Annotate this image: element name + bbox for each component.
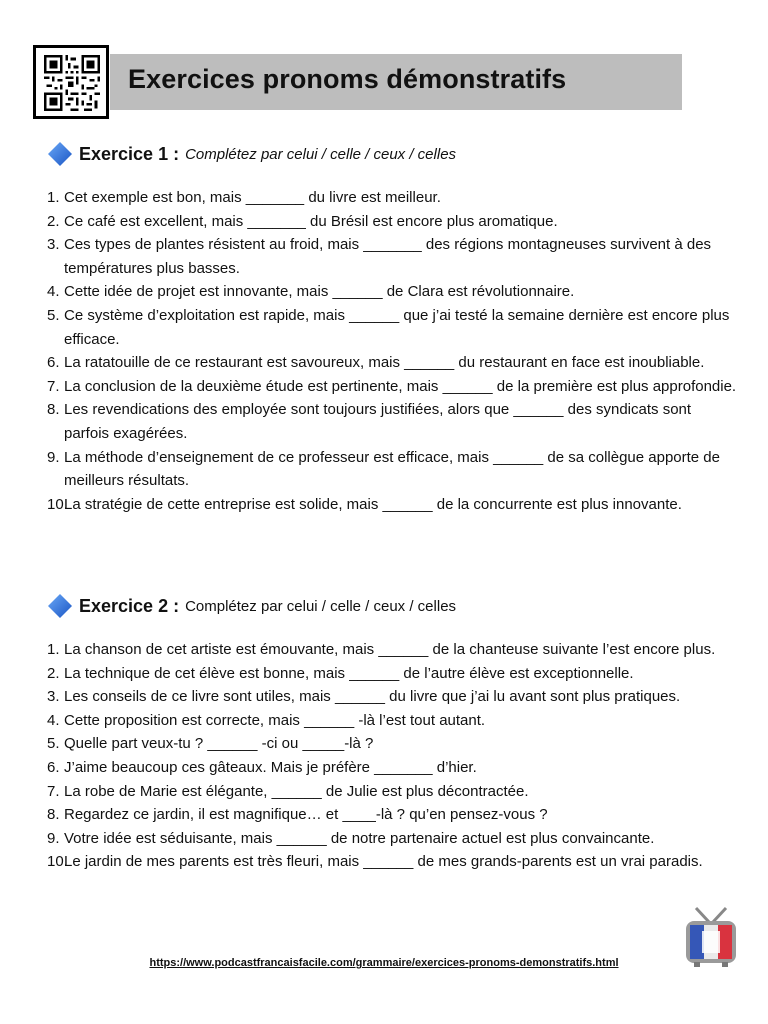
item-number: 9. bbox=[47, 829, 60, 847]
item-text: Les revendications des employée sont toujours justifiées, alors que ______ des syndicats sont parfois exagérées. bbox=[64, 401, 692, 442]
exercise-1-label: Exercice 1 : bbox=[79, 143, 180, 164]
qr-code-icon bbox=[44, 55, 100, 111]
source-link[interactable]: https://www.podcastfrancaisfacile.com/grammaire/exercices-pronoms-demonstratifs.html bbox=[149, 957, 619, 969]
item-text: J’aime beaucoup ces gâteaux. Mais je préfère _______ d’hier. bbox=[64, 758, 477, 776]
item-number: 5. bbox=[47, 306, 60, 324]
list-item bbox=[47, 638, 737, 662]
item-number: 6. bbox=[47, 354, 60, 372]
item-number: 1. bbox=[47, 641, 60, 658]
item-number: 1. bbox=[47, 189, 60, 206]
item-text: La chanson de cet artiste est émouvante, mais ______ de la chanteuse suivante l’est encore plus. bbox=[64, 641, 716, 658]
item-text: Ce système d’exploitation est rapide, mais ______ que j’ai testé la semaine dernière est encore plus efficace. bbox=[64, 306, 730, 348]
list-item bbox=[47, 803, 737, 827]
list-item bbox=[47, 280, 737, 304]
item-number: 2. bbox=[47, 664, 60, 682]
item-text: La ratatouille de ce restaurant est savoureux, mais ______ du restaurant en face est inoubliable. bbox=[64, 354, 705, 372]
exercise-2-label: Exercice 2 : bbox=[79, 595, 180, 616]
list-item bbox=[47, 709, 737, 733]
item-number: 6. bbox=[47, 758, 60, 776]
item-text: Cette idée de projet est innovante, mais ______ de Clara est révolutionnaire. bbox=[64, 283, 575, 301]
list-item bbox=[47, 780, 737, 804]
item-text: Regardez ce jardin, il est magnifique… et ____-là ? qu’en pensez-vous ? bbox=[64, 806, 548, 824]
item-number: 5. bbox=[47, 735, 60, 753]
item-text: Quelle part veux-tu ? ______ -ci ou _____-là ? bbox=[64, 735, 374, 753]
item-text: Les conseils de ce livre sont utiles, mais ______ du livre que j’ai lu avant sont plus pratiques. bbox=[64, 688, 681, 706]
list-item bbox=[47, 850, 737, 874]
item-number: 8. bbox=[47, 401, 60, 419]
exercise-2-instruction: Complétez par celui / celle / ceux / celles bbox=[185, 597, 457, 615]
item-number: 7. bbox=[47, 377, 60, 395]
exercise-2-heading bbox=[47, 593, 456, 619]
list-item bbox=[47, 304, 737, 351]
item-number: 3. bbox=[47, 688, 60, 706]
page-title: Exercices pronoms démonstratifs bbox=[128, 64, 567, 94]
list-item bbox=[47, 398, 737, 445]
item-text: La conclusion de la deuxième étude est pertinente, mais ______ de la première est plus approfondie. bbox=[64, 377, 737, 395]
item-number: 2. bbox=[47, 212, 60, 230]
item-text: Cet exemple est bon, mais _______ du livre est meilleur. bbox=[64, 189, 441, 206]
list-item bbox=[47, 351, 737, 375]
item-text: Votre idée est séduisante, mais ______ de notre partenaire actuel est plus convaincante. bbox=[64, 829, 655, 847]
item-number: 3. bbox=[47, 236, 60, 254]
item-number: 10. bbox=[47, 495, 68, 513]
list-item bbox=[47, 493, 737, 517]
exercise-2-list bbox=[47, 638, 737, 874]
item-text: Ces types de plantes résistent au froid, mais _______ des régions montagneuses survivent à des températures plus basses. bbox=[64, 236, 712, 277]
list-item bbox=[47, 233, 737, 280]
item-text: La technique de cet élève est bonne, mais ______ de l’autre élève est exceptionnelle. bbox=[64, 664, 634, 682]
blue-diamond-icon bbox=[47, 141, 73, 167]
item-number: 4. bbox=[47, 283, 60, 301]
list-item bbox=[47, 446, 737, 493]
item-text: La méthode d’enseignement de ce professeur est efficace, mais ______ de sa collègue apporte de meilleurs résultats. bbox=[64, 448, 720, 490]
qr-code bbox=[33, 45, 109, 119]
item-text: La stratégie de cette entreprise est solide, mais ______ de la concurrente est plus innovante. bbox=[64, 495, 682, 513]
exercise-1-instruction: Complétez par celui / celle / ceux / celles bbox=[185, 145, 457, 163]
exercise-1-heading bbox=[47, 141, 456, 167]
exercise-1-list bbox=[47, 186, 737, 516]
list-item bbox=[47, 662, 737, 686]
list-item bbox=[47, 186, 737, 210]
item-number: 9. bbox=[47, 448, 60, 466]
item-number: 4. bbox=[47, 711, 60, 729]
list-item bbox=[47, 827, 737, 851]
item-number: 8. bbox=[47, 806, 60, 824]
item-text: Cette proposition est correcte, mais ______ -là l’est tout autant. bbox=[64, 711, 486, 729]
list-item bbox=[47, 210, 737, 234]
list-item bbox=[47, 375, 737, 399]
list-item bbox=[47, 756, 737, 780]
item-number: 7. bbox=[47, 782, 60, 800]
item-text: Ce café est excellent, mais _______ du Brésil est encore plus aromatique. bbox=[64, 212, 558, 230]
item-text: Le jardin de mes parents est très fleuri, mais ______ de mes grands-parents est un vrai paradis. bbox=[64, 853, 703, 871]
blue-diamond-icon bbox=[47, 593, 73, 619]
list-item bbox=[47, 732, 737, 756]
item-number: 10. bbox=[47, 853, 68, 871]
list-item bbox=[47, 685, 737, 709]
item-text: La robe de Marie est élégante, ______ de Julie est plus décontractée. bbox=[64, 782, 529, 800]
